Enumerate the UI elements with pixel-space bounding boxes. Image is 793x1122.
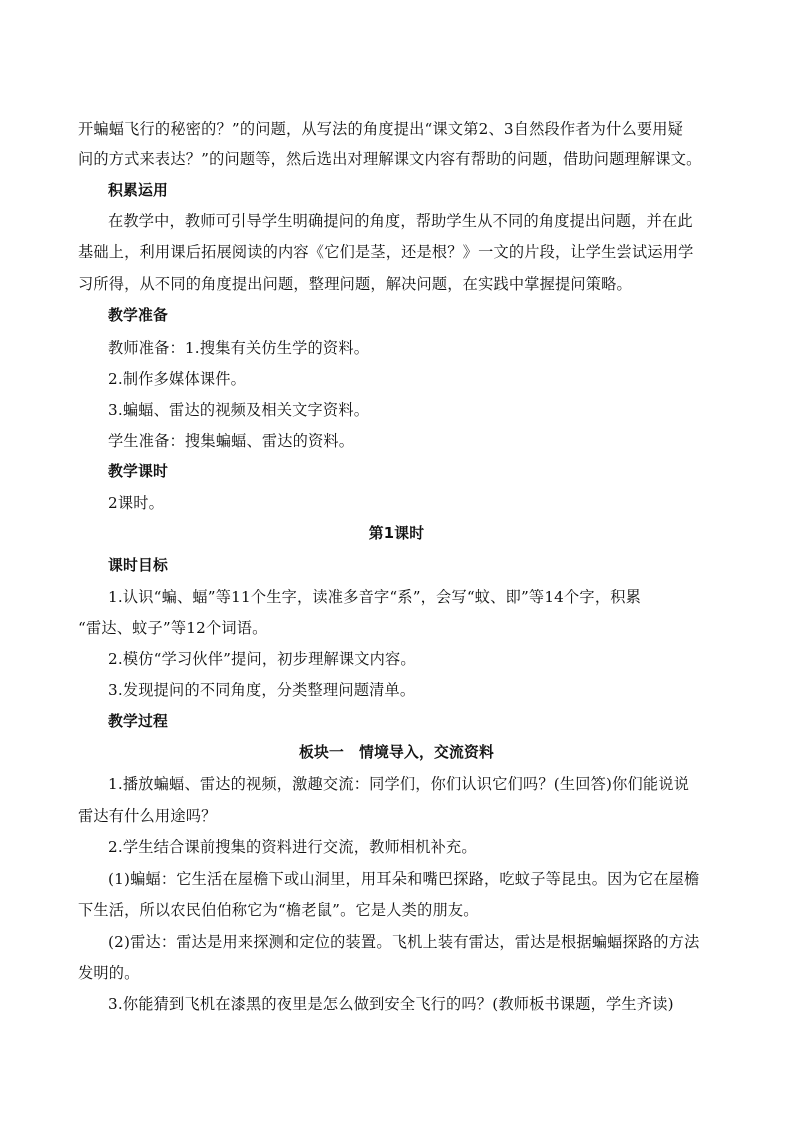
list-item: 2.制作多媒体课件。 (108, 370, 246, 388)
paragraph-line: 开蝙蝠飞行的秘密的？”的问题，从写法的角度提出“课文第2、3自然段作者为什么要用疑 (78, 120, 683, 138)
list-item: 3.蝙蝠、雷达的视频及相关文字资料。 (108, 401, 370, 419)
paragraph-line: 在教学中，教师可引导学生明确提问的角度，帮助学生从不同的角度提出问题，并在此 (108, 212, 693, 230)
list-item: 3.发现提问的不同角度，分类整理问题清单。 (108, 681, 416, 699)
section-heading-class-hours: 教学课时 (108, 463, 168, 480)
section-heading-accumulate: 积累运用 (108, 182, 168, 199)
paragraph-line: 问的方式来表达？”的问题等，然后选出对理解课文内容有帮助的问题，借助问题理解课文。 (78, 150, 702, 168)
list-item: 1.认识“蝙、蝠”等11个生字，读准多音字“系”，会写“蚊、即”等14个字，积累 (108, 588, 641, 606)
block-title: 板块一 情境导入，交流资料 (299, 744, 494, 761)
paragraph-line: 基础上，利用课后拓展阅读的内容《它们是茎，还是根？》一文的片段，让学生尝试运用学 (78, 243, 694, 261)
list-item: 教师准备：1.搜集有关仿生学的资料。 (108, 339, 370, 357)
list-item: 学生准备：搜集蝙蝠、雷达的资料。 (108, 432, 355, 450)
paragraph-line: 2课时。 (108, 494, 165, 512)
paragraph-line: 发明的。 (78, 964, 140, 982)
list-item: 2.模仿“学习伙伴”提问，初步理解课文内容。 (108, 650, 416, 668)
list-item: 3.你能猜到飞机在漆黑的夜里是怎么做到安全飞行的吗？(教师板书课题，学生齐读) (108, 995, 674, 1013)
paragraph-line: 下生活，所以农民伯伯称它为“檐老鼠”。它是人类的朋友。 (78, 901, 479, 919)
paragraph-line: “雷达、蚊子”等12个词语。 (78, 619, 268, 637)
paragraph-line: 雷达有什么用途吗？ (78, 807, 217, 825)
lesson-title: 第1课时 (368, 525, 425, 542)
list-item: 1.播放蝙蝠、雷达的视频，激趣交流：同学们，你们认识它们吗？(生回答)你们能说说 (108, 775, 690, 793)
list-item: (1)蝙蝠：它生活在屋檐下或山洞里，用耳朵和嘴巴探路，吃蚊子等昆虫。因为它在屋檐 (108, 870, 700, 888)
section-heading-objectives: 课时目标 (108, 557, 168, 574)
list-item: 2.学生结合课前搜集的资料进行交流，教师相机补充。 (108, 838, 477, 856)
paragraph-line: 习所得，从不同的角度提出问题，整理问题，解决问题，在实践中掌握提问策略。 (78, 275, 632, 293)
section-heading-process: 教学过程 (108, 713, 168, 730)
section-heading-preparation: 教学准备 (108, 307, 168, 324)
list-item: (2)雷达：雷达是用来探测和定位的装置。飞机上装有雷达，雷达是根据蝙蝠探路的方法 (108, 933, 700, 951)
